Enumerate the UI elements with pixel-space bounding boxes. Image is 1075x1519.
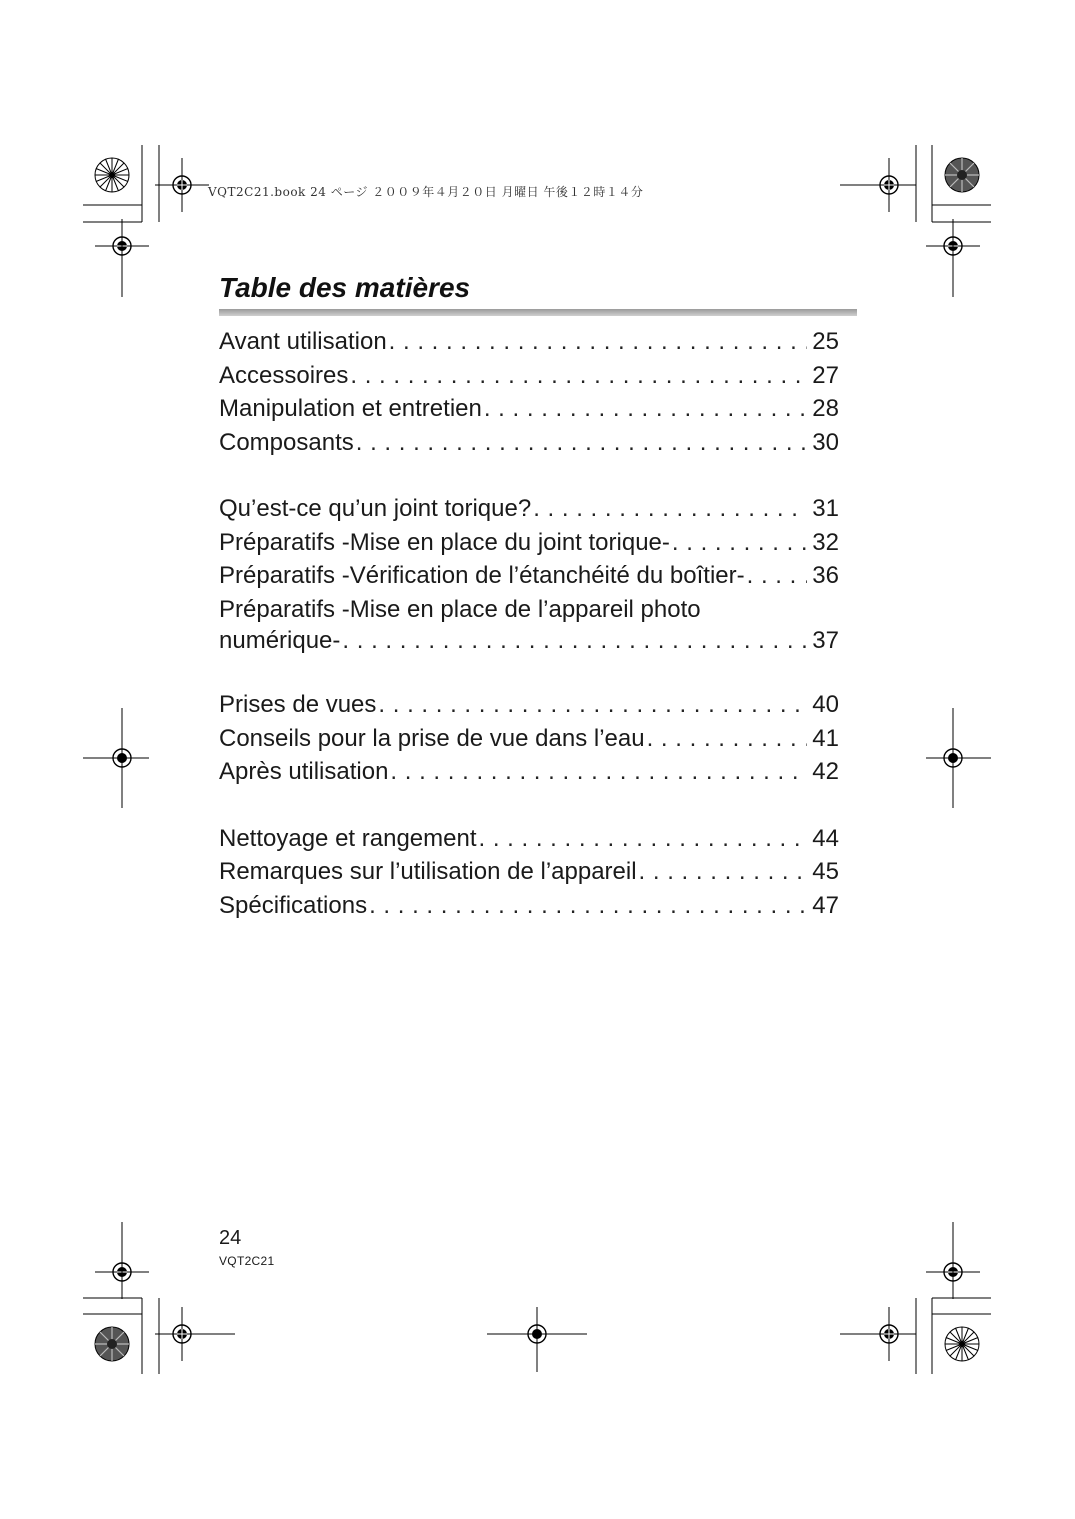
toc-entry-label: Nettoyage et rangement [219, 824, 477, 852]
page-title: Table des matières [219, 272, 471, 303]
toc-entry-label: Avant utilisation [219, 328, 387, 355]
toc-entry [219, 359, 839, 393]
toc-entry-label-continued: numérique- [219, 627, 341, 654]
toc-entry-label: Accessoires [219, 361, 349, 389]
dot-leader [647, 722, 807, 756]
toc-entry-page: 42 [812, 758, 839, 785]
toc-group [219, 325, 839, 459]
toc-entry-label: Remarques sur l’utilisation de l’appareil [219, 858, 637, 885]
toc-entry [219, 392, 839, 426]
toc-entry-continuation [219, 626, 839, 655]
dot-leader [378, 688, 807, 722]
dot-leader [342, 626, 807, 655]
toc-entry [219, 325, 839, 359]
toc-entry-label: Qu’est-ce qu’un joint torique? [219, 495, 532, 522]
toc-group [219, 822, 839, 923]
toc-entry-page: 31 [812, 495, 839, 522]
toc-entry-page: 47 [812, 891, 839, 919]
toc-entry-label: Manipulation et entretien [219, 395, 482, 422]
dot-leader [639, 855, 807, 889]
toc-entry-label: Composants [219, 428, 354, 456]
toc-entry-page: 36 [812, 562, 839, 589]
toc-entry-page: 44 [812, 824, 839, 852]
dot-leader [672, 526, 807, 560]
dot-leader [484, 392, 807, 426]
toc-entry-label: Préparatifs -Mise en place de l’appareil photo [219, 595, 701, 623]
toc-entry-label: Préparatifs -Mise en place du joint torique- [219, 528, 670, 556]
toc-entry-label: Spécifications [219, 891, 368, 919]
toc-entry-page: 32 [812, 528, 839, 556]
toc-entry-page: 30 [812, 428, 839, 456]
toc-entry-page: 28 [812, 395, 839, 422]
dot-leader [390, 755, 807, 789]
toc-entry [219, 755, 839, 789]
dot-leader [747, 559, 807, 593]
dot-leader [389, 325, 807, 359]
toc-entry-label: Conseils pour la prise de vue dans l’eau [219, 724, 645, 752]
toc-entry [219, 889, 839, 923]
toc-entry [219, 593, 839, 656]
page-number: 24 [219, 1227, 242, 1249]
dot-leader [356, 426, 807, 460]
toc-entry [219, 492, 839, 526]
toc-entry-label: Après utilisation [219, 758, 389, 785]
toc-entry-label: Préparatifs -Vérification de l’étanchéité du boîtier- [219, 562, 745, 589]
dot-leader [479, 822, 808, 856]
toc-entry [219, 688, 839, 722]
toc-entry-page: 40 [812, 691, 839, 718]
toc-entry [219, 559, 839, 593]
toc-entry-page: 41 [812, 724, 839, 752]
toc-group [219, 688, 839, 789]
toc-entry [219, 722, 839, 756]
toc-entry [219, 822, 839, 856]
toc-entry [219, 855, 839, 889]
toc-entry-page: 27 [812, 361, 839, 389]
toc-entry-page: 37 [812, 627, 839, 654]
toc-group [219, 492, 839, 655]
title-underline [219, 309, 857, 316]
toc-entry-page: 25 [812, 328, 839, 355]
dot-leader [533, 492, 807, 526]
toc-entry-page: 45 [812, 858, 839, 885]
dot-leader [369, 889, 807, 923]
document-code: VQT2C21 [219, 1254, 275, 1268]
dot-leader [350, 359, 807, 393]
toc-entry [219, 426, 839, 460]
table-of-contents [219, 325, 839, 955]
toc-entry-label: Prises de vues [219, 691, 377, 718]
print-slug-line: VQT2C21.book 24 ページ ２００９年４月２０日 月曜日 午後１２時１４分 [208, 185, 644, 199]
toc-entry [219, 526, 839, 560]
